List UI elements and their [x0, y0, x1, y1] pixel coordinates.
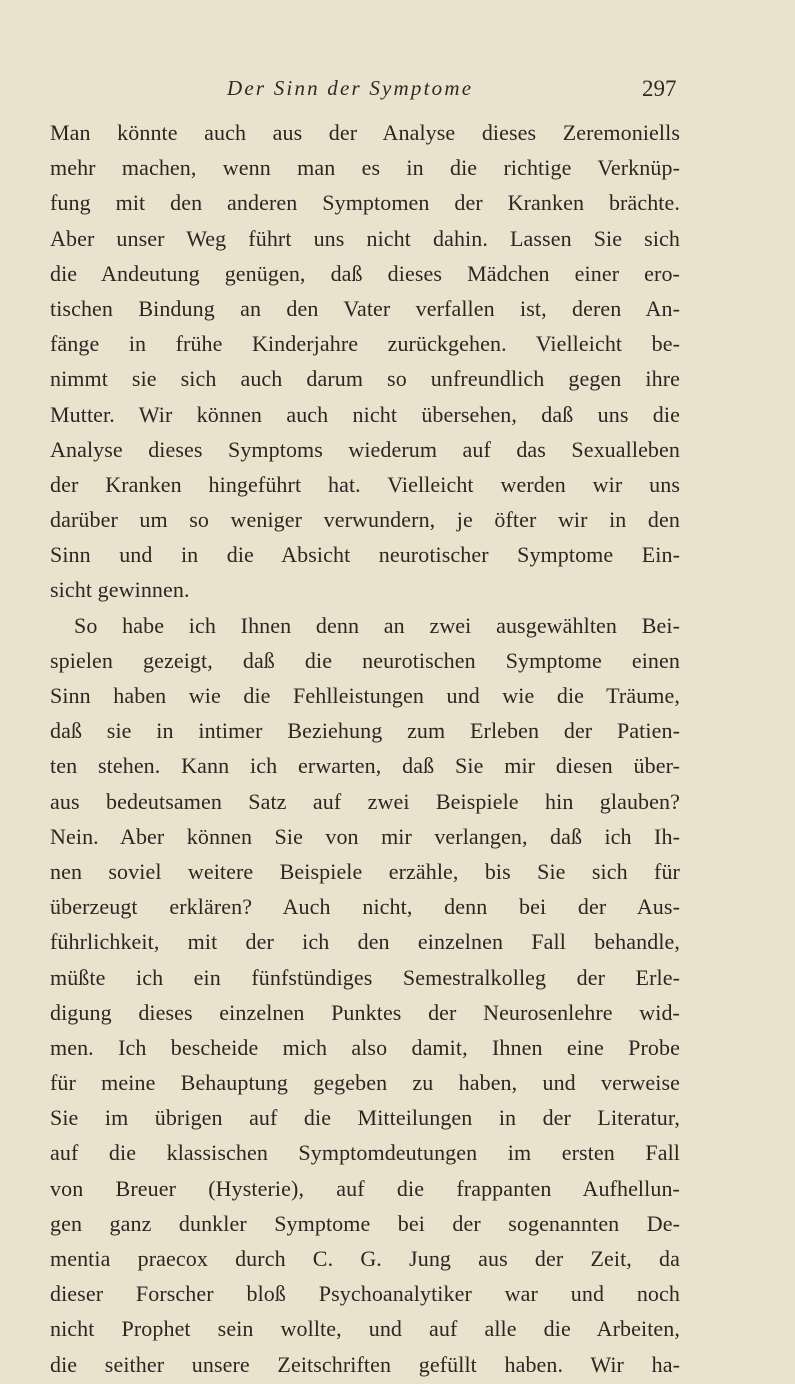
text-line: nicht Prophet sein wollte, und auf alle die Arbeiten, [50, 1316, 680, 1342]
text-line: fänge in frühe Kinderjahre zurückgehen. Vielleicht be- [50, 331, 680, 357]
text-line: müßte ich ein fünfstündiges Semestralkolleg der Erle- [50, 964, 680, 990]
text-line: Sinn und in die Absicht neurotischer Symptome Ein- [50, 542, 680, 568]
text-line: die Andeutung genügen, daß dieses Mädchen einer ero- [50, 260, 680, 286]
text-line: spielen gezeigt, daß die neurotischen Symptome einen [50, 647, 680, 673]
text-line: überzeugt erklären? Auch nicht, denn bei der Aus- [50, 894, 680, 920]
text-line: auf die klassischen Symptomdeutungen im ersten Fall [50, 1140, 680, 1166]
text-line: führlichkeit, mit der ich den einzelnen Fall behandle, [50, 929, 680, 955]
text-line: von Breuer (Hysterie), auf die frappanten Aufhellun- [50, 1175, 680, 1201]
text-line: Sinn haben wie die Fehlleistungen und wie die Träume, [50, 683, 680, 708]
text-line: Aber unser Weg führt uns nicht dahin. Lassen Sie sich [50, 225, 680, 251]
text-line: gen ganz dunkler Symptome bei der sogenannten De- [50, 1210, 680, 1236]
text-line: darüber um so weniger verwundern, je öfter wir in den [50, 507, 680, 533]
text-line: sicht gewinnen. [50, 577, 190, 603]
text-line: So habe ich Ihnen denn an zwei ausgewählten Bei- [74, 612, 680, 638]
text-line: aus bedeutsamen Satz auf zwei Beispiele hin glauben? [50, 788, 680, 814]
running-title: Der Sinn der Symptome [227, 76, 474, 100]
text-line: Sie im übrigen auf die Mitteilungen in der Literatur, [50, 1105, 680, 1131]
body-text [50, 115, 680, 1382]
text-line: ten stehen. Kann ich erwarten, daß Sie mir diesen über- [50, 753, 680, 779]
text-line: dieser Forscher bloß Psychoanalytiker war und noch [50, 1281, 680, 1307]
text-line: für meine Behauptung gegeben zu haben, und verweise [50, 1070, 680, 1096]
text-line: daß sie in intimer Beziehung zum Erleben der Patien- [50, 718, 680, 744]
text-line: digung dieses einzelnen Punktes der Neurosenlehre wid- [50, 999, 680, 1025]
text-line: men. Ich bescheide mich also damit, Ihnen eine Probe [50, 1034, 680, 1060]
text-line: Mutter. Wir können auch nicht übersehen, daß uns die [50, 401, 680, 427]
text-line: die seither unsere Zeitschriften gefüllt haben. Wir ha- [50, 1351, 680, 1377]
text-line: Nein. Aber können Sie von mir verlangen, daß ich Ih- [50, 823, 680, 849]
text-line: der Kranken hingeführt hat. Vielleicht werden wir uns [50, 471, 680, 497]
text-line: tischen Bindung an den Vater verfallen ist, deren An- [50, 295, 680, 321]
running-head [0, 72, 795, 106]
text-line: mehr machen, wenn man es in die richtige Verknüp- [50, 155, 680, 181]
text-line: nimmt sie sich auch darum so unfreundlich gegen ihre [50, 366, 680, 392]
text-line: Analyse dieses Symptoms wiederum auf das Sexualleben [50, 436, 680, 462]
text-line: nen soviel weitere Beispiele erzähle, bis Sie sich für [50, 858, 680, 884]
text-line: fung mit den anderen Symptomen der Kranken brächte. [50, 190, 680, 216]
text-line: Man könnte auch aus der Analyse dieses Zeremoniells [50, 120, 680, 145]
text-line: mentia praecox durch C. G. Jung aus der Zeit, da [50, 1246, 680, 1271]
page-number: 297 [642, 76, 677, 101]
